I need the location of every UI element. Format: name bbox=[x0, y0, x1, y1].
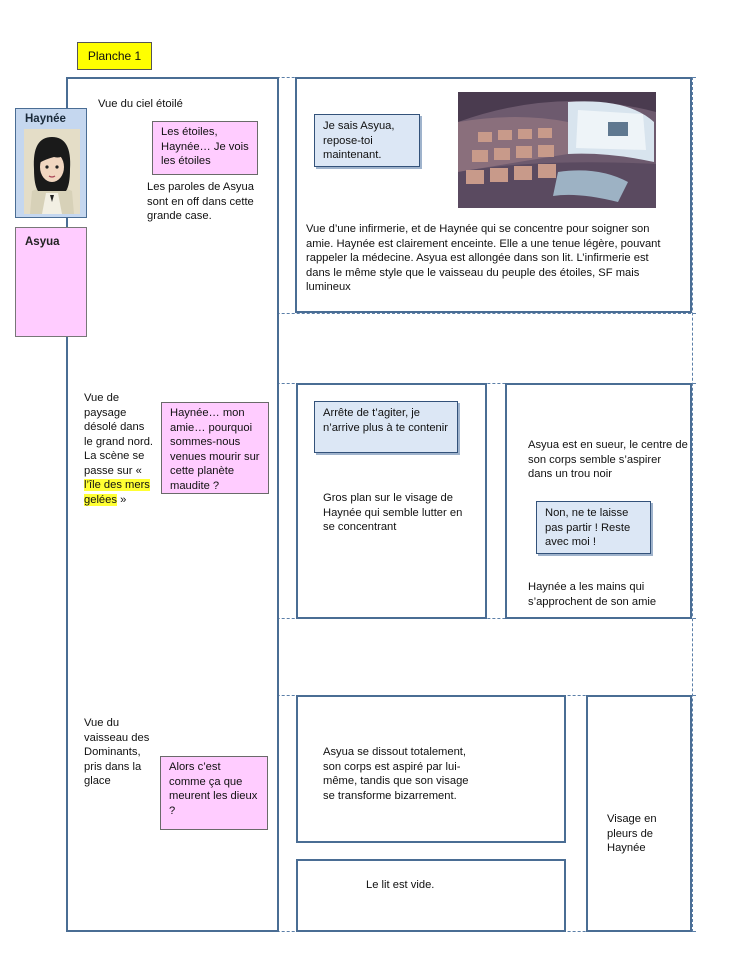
row3-right-description: Visage en pleurs de Haynée bbox=[607, 813, 657, 854]
guide-line bbox=[692, 77, 693, 932]
character-card-haynee bbox=[15, 108, 87, 218]
row2-caption-quote-open: « bbox=[135, 464, 142, 477]
row2-middle-description: Gros plan sur le visage de Haynée qui semble lutter en se concentrant bbox=[323, 492, 463, 533]
planche-label: Planche 1 bbox=[77, 42, 152, 70]
row2-middle-bubble: Arrête de t’agiter, je n’arrive plus à te contenir bbox=[314, 401, 458, 453]
row2-right-bubble: Non, ne te laisse pas partir ! Reste avec moi ! bbox=[536, 501, 651, 554]
row1-left-caption: Vue du ciel étoilé bbox=[98, 98, 183, 110]
row1-left-note: Les paroles de Asyua sont en off dans cette grande case. bbox=[147, 181, 254, 222]
character-card-asyua bbox=[15, 227, 87, 337]
character-name: Haynée bbox=[25, 113, 66, 125]
row2-caption-text: Vue de paysage désolé dans le grand nord. La scène se passe sur bbox=[84, 392, 154, 477]
infirmary-illustration bbox=[458, 92, 656, 208]
row2-left-bubble: Haynée… mon amie… pourquoi sommes-nous venues mourir sur cette planète maudite ? bbox=[161, 402, 269, 494]
row2-left-caption bbox=[84, 391, 154, 507]
character-name: Asyua bbox=[25, 236, 60, 248]
row3-left-caption: Vue du vaisseau des Dominants, pris dans la glace bbox=[84, 717, 150, 787]
row2-caption-highlight: l’île des mers gelées bbox=[84, 479, 150, 506]
panel-row3-middle-bottom bbox=[296, 859, 566, 932]
row1-right-description: Vue d’une infirmerie, et de Haynée qui se concentre pour soigner son amie. Haynée est clairement enceinte. Elle a une tenue légère, pouvant rappeler la médecine. Asyua est allongée dans son lit. L’infirmerie est dans le même style que le vaisseau du peuple des étoiles, SF mais lumineux bbox=[306, 223, 661, 293]
row3-left-bubble: Alors c’est comme ça que meurent les dieux ? bbox=[160, 756, 268, 830]
row1-right-bubble: Je sais Asyua, repose-toi maintenant. bbox=[314, 114, 420, 167]
row3-middle-top-description: Asyua se dissout totalement, son corps est aspiré par lui-même, tandis que son visage se transforme bizarrement. bbox=[323, 746, 469, 802]
portrait-illustration bbox=[24, 129, 80, 214]
row2-right-description-bottom: Haynée a les mains qui s’approchent de son amie bbox=[528, 581, 657, 608]
row3-middle-bottom-description: Le lit est vide. bbox=[366, 879, 435, 891]
row2-right-description-top: Asyua est en sueur, le centre de son corps semble s’aspirer dans un trou noir bbox=[528, 439, 688, 480]
row1-left-bubble: Les étoiles, Haynée… Je vois les étoiles bbox=[152, 121, 258, 175]
infirmary-image bbox=[458, 92, 656, 208]
row2-caption-quote-close: » bbox=[116, 493, 127, 506]
character-portrait bbox=[24, 129, 80, 214]
